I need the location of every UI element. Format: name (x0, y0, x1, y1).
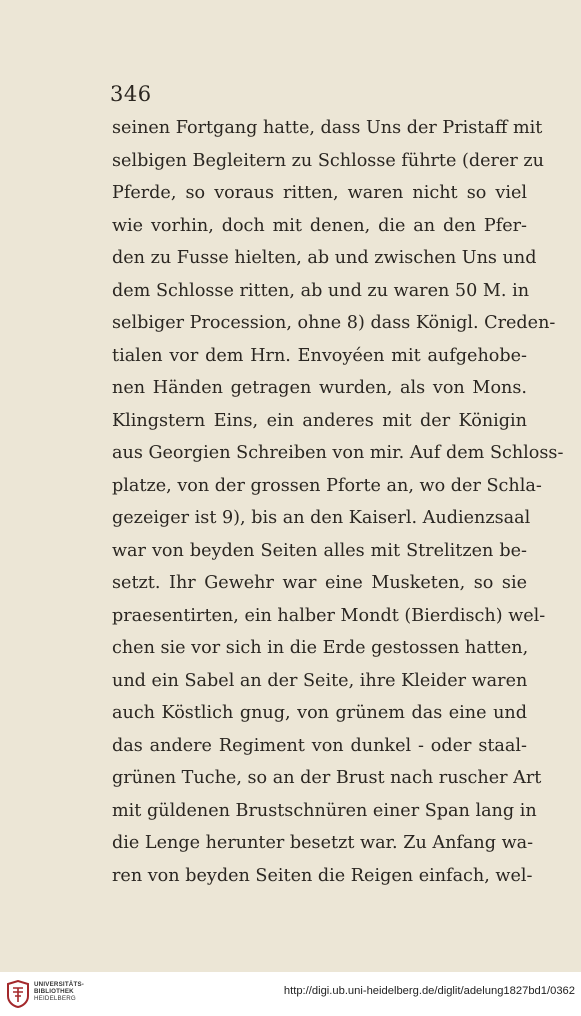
logo-line-2: BIBLIOTHEK (34, 988, 74, 996)
text-line: war von beyden Seiten alles mit Strelitzen be- (112, 540, 527, 561)
logo-line-1: UNIVERSITÄTS- (34, 981, 85, 988)
text-line: tialen vor dem Hrn. Envoyéen mit aufgehobe- (112, 345, 527, 366)
text-line: selbigen Begleitern zu Schlosse führte (derer zu (112, 150, 544, 171)
footer-bar (0, 972, 581, 1016)
source-url-link[interactable]: http://digi.ub.uni-heidelberg.de/diglit/adelung1827bd1/0362 (283, 985, 575, 997)
text-line: gezeiger ist 9), bis an den Kaiserl. Audienzsaal (112, 508, 531, 528)
text-line: praesentirten, ein halber Mondt (Bierdisch) wel- (112, 605, 546, 626)
text-line: setzt. Ihr Gewehr war eine Musketen, so sie (112, 573, 527, 593)
text-line: aus Georgien Schreiben von mir. Auf dem Schloss- (112, 443, 564, 463)
text-line: den zu Fusse hielten, ab und zwischen Uns und (112, 248, 537, 268)
text-line: auch Köstlich gnug, von grünem das eine und (112, 703, 527, 723)
text-line: ren von beyden Seiten die Reigen einfach, wel- (112, 865, 533, 886)
library-logo-text (34, 981, 84, 1003)
text-line: nen Händen getragen wurden, als von Mons. (112, 378, 527, 398)
text-line: das andere Regiment von dunkel - oder staal- (112, 735, 527, 756)
text-line: Klingstern Eins, ein anderes mit der Königin (112, 410, 527, 431)
text-line: selbiger Procession, ohne 8) dass Königl. Creden- (112, 313, 556, 333)
body-text (112, 112, 564, 892)
text-line: Pferde, so voraus ritten, waren nicht so viel (112, 183, 527, 203)
text-line: und ein Sabel an der Seite, ihre Kleider waren (112, 670, 528, 691)
text-line: seinen Fortgang hatte, dass Uns der Pristaff mit (112, 118, 543, 138)
text-line: die Lenge herunter besetzt war. Zu Anfang wa- (112, 833, 534, 853)
logo-line-3: HEIDELBERG (34, 995, 76, 1003)
page-number: 346 (110, 82, 152, 106)
university-seal-icon (5, 980, 31, 1008)
text-line: platze, von der grossen Pforte an, wo der Schla- (112, 475, 542, 496)
text-line: dem Schlosse ritten, ab und zu waren 50 M. in (112, 280, 530, 301)
text-line: grünen Tuche, so an der Brust nach ruscher Art (112, 768, 542, 788)
text-line: mit güldenen Brustschnüren einer Span lang in (112, 800, 537, 821)
text-line: chen sie vor sich in die Erde gestossen hatten, (112, 638, 529, 658)
text-line: wie vorhin, doch mit denen, die an den Pfer- (112, 215, 527, 236)
